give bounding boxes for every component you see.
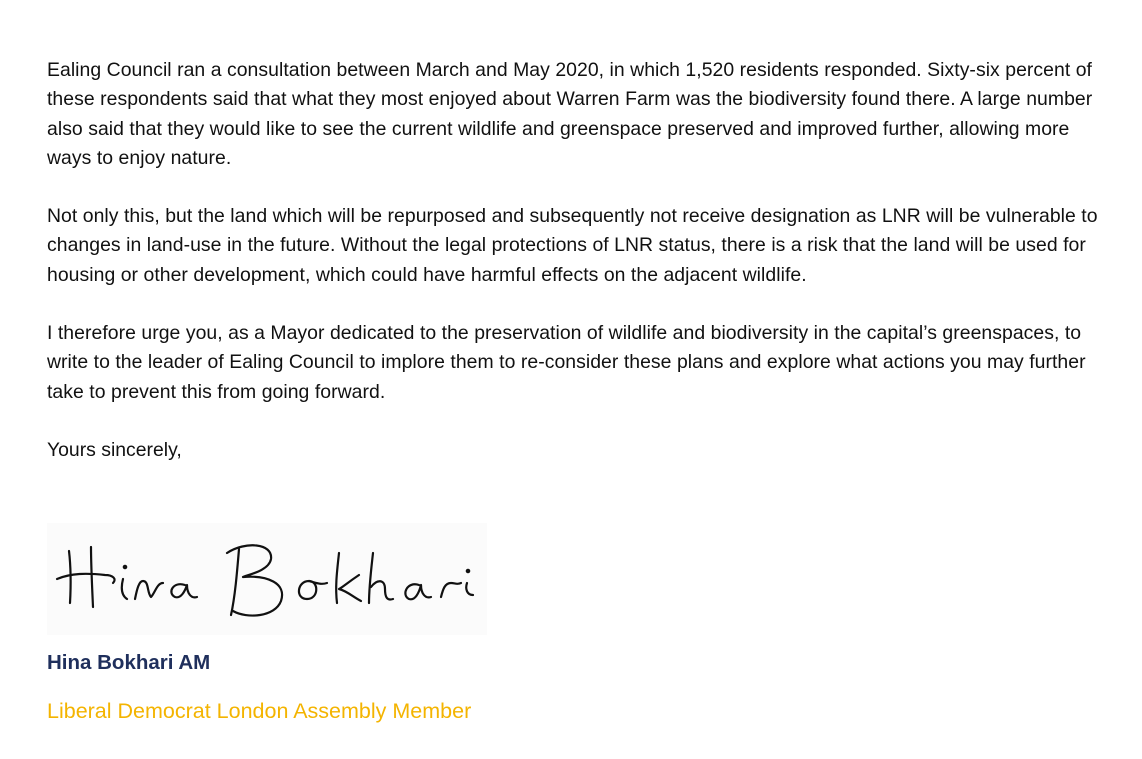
paragraph-land-use: Not only this, but the land which will be repurposed and subsequently not receive designation as LNR will be vulnerable to changes in land-use in the future. Without the legal protections of LNR status, there is a risk that the land will be used for housing or other development, which could have harmful effects on the adjacent wildlife. <box>47 205 1098 286</box>
handwritten-signature <box>47 523 487 635</box>
closing-salutation: Yours sincerely, <box>47 438 182 461</box>
paragraph-request: I therefore urge you, as a Mayor dedicated to the preservation of wildlife and biodiversity in the capital’s greenspaces, to write to the leader of Ealing Council to implore them to re-consider these plans and explore what actions you may further take to prevent this from going forward. <box>47 322 1086 403</box>
signatory-name: Hina Bokhari AM <box>47 651 211 674</box>
signatory-role: Liberal Democrat London Assembly Member <box>47 699 472 723</box>
paragraph-consultation: Ealing Council ran a consultation between March and May 2020, in which 1,520 residents responded. Sixty-six percent of these respondents said that what they most enjoyed about Warren Farm was the biodiversity found there. A large number also said that they would like to see the current wildlife and greenspace preserved and improved further, allowing more ways to enjoy nature. <box>47 59 1093 169</box>
letter-body <box>47 56 1107 465</box>
signature-image <box>47 523 487 635</box>
